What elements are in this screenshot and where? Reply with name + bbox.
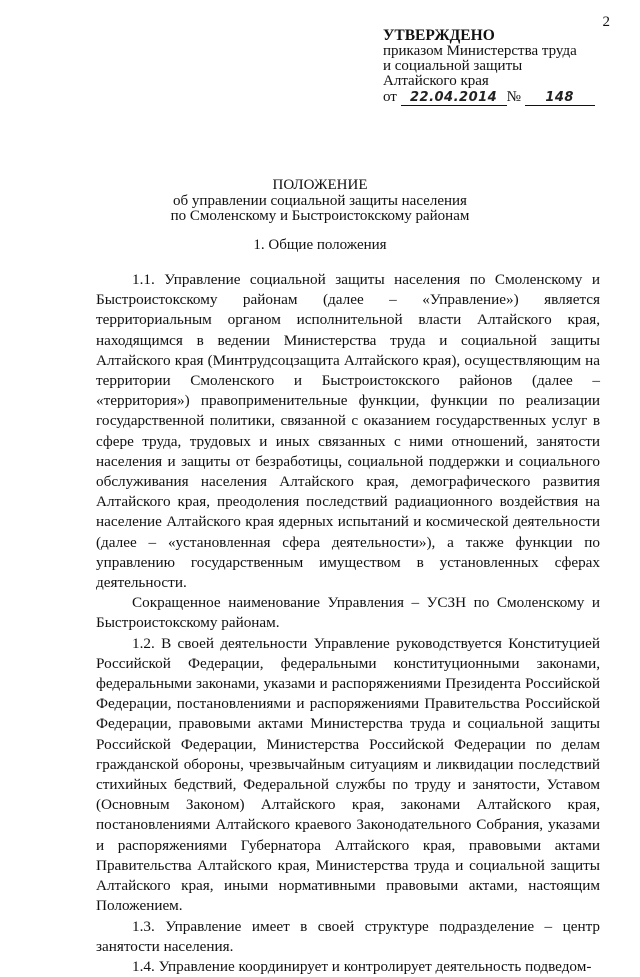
document-title: ПОЛОЖЕНИЕ bbox=[272, 177, 368, 193]
document-body bbox=[96, 270, 600, 977]
paragraph: 1.3. Управление имеет в своей структуре подразделение – центр занятости населения. bbox=[96, 917, 600, 955]
approval-line: и социальной защиты bbox=[383, 58, 523, 74]
approval-block bbox=[383, 28, 613, 106]
number-sign: № bbox=[506, 89, 521, 105]
approval-line: приказом Министерства труда bbox=[383, 43, 577, 59]
paragraph: 1.2. В своей деятельности Управление руководствуется Конституцией Российской Федерации, федеральными конституционными законами, федеральными законами, указами и распоряжениями Президента Российской Федерации, постановлениями и распоряжениями Правительства Российской Федерации, правовыми актами Министерства труда и социальной защиты Российской Федерации, Министерства Российской Федерации по делам гражданской обороны, чрезвычайным ситуациям и ликвидации последствий стихийных бедствий, Федеральной службы по труду и занятости, Уставом (Основным Законом) Алтайского края, законами Алтайского края, постановлениями Алтайского краевого Законодательного Собрания, указами и распоряжениями Губернатора Алтайского края, правовыми актами Правительства Алтайского края, Министерства труда и социальной защиты Алтайского края, иными нормативными правовыми актами, настоящим Положением. bbox=[96, 634, 600, 915]
approval-title: УТВЕРЖДЕНО bbox=[383, 27, 495, 44]
paragraph: Сокращенное наименование Управления – УСЗН по Смоленскому и Быстроистокскому районам. bbox=[96, 594, 600, 632]
section-heading: 1. Общие положения bbox=[253, 237, 387, 253]
paragraph: 1.1. Управление социальной защиты населения по Смоленскому и Быстроистокскому районам (далее – «Управление») является территориальным органом исполнительной власти Алтайского края, находящимся в ведении Министерства труда и социальной защиты Алтайского края (Минтрудсоцзащита Алтайского края), осуществляющим на территории Смоленского и Быстроистокского районов (далее – «территория») правоприменительные функции, функции по реализации государственной политики, связанной с оказанием государственных услуг в сфере труда, трудовых и иных связанных с ними отношений, занятости населения и защиты от безработицы, социальной поддержки и социального обслуживания населения Алтайского края, демографического развития Алтайского края, преодоления последствий радиационного воздействия на население Алтайского края ядерных испытаний и космической деятельности (далее – «установленная сфера деятельности»), а также функции по управлению государственным имуществом в установленных сферах деятельности. bbox=[96, 271, 600, 592]
paragraph: 1.4. Управление координирует и контролирует деятельность подведом- bbox=[132, 957, 592, 975]
page-number: 2 bbox=[602, 14, 610, 30]
document-subtitle: по Смоленскому и Быстроистокскому районам bbox=[170, 208, 470, 224]
handwritten-date: 22.04.2014 bbox=[401, 91, 507, 106]
approval-date-row bbox=[383, 90, 613, 106]
document-heading bbox=[150, 178, 490, 225]
date-prefix: от bbox=[383, 89, 397, 105]
approval-line: Алтайского края bbox=[383, 73, 489, 89]
handwritten-number: 148 bbox=[525, 91, 595, 106]
document-subtitle: об управлении социальной защиты населения bbox=[173, 192, 467, 209]
